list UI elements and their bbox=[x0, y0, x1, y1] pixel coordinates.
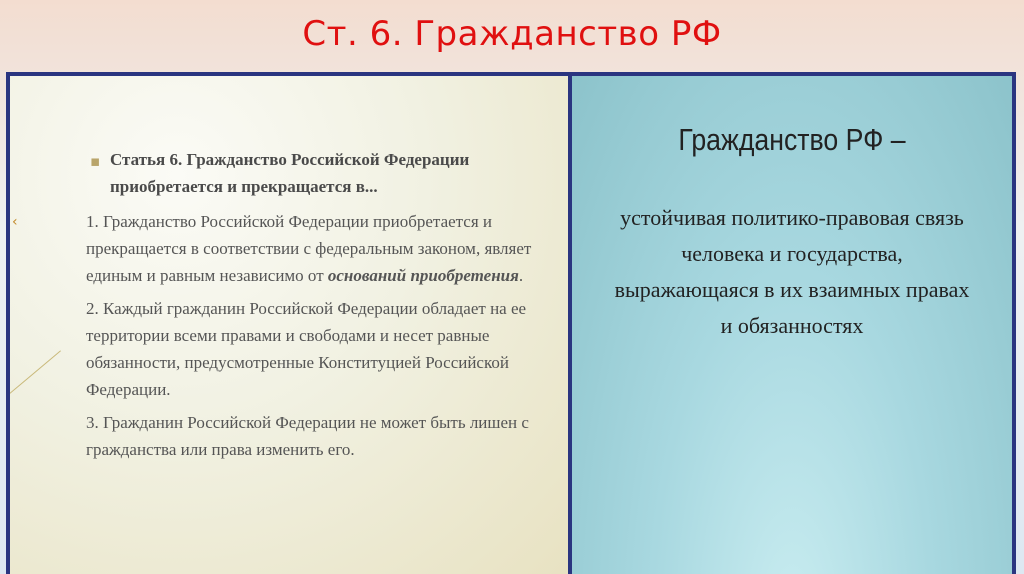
paragraph-3 bbox=[86, 409, 568, 463]
paragraph-2-line-2: территории всеми правами и свободами и несет равные bbox=[86, 326, 490, 345]
paragraph-2 bbox=[86, 295, 568, 403]
bullet-icon: ▪ bbox=[90, 152, 101, 170]
definition-line-1: устойчивая политико-правовая связь bbox=[620, 205, 964, 230]
decorative-line bbox=[10, 350, 61, 402]
definition-title: Гражданство РФ – bbox=[678, 122, 906, 157]
paragraph-2-line-1: 2. Каждый гражданин Российской Федерации обладает на ее bbox=[86, 299, 527, 318]
paragraph-3-line-2: гражданства или права изменить его. bbox=[86, 440, 355, 459]
paragraph-3-line-1: 3. Гражданин Российской Федерации не может быть лишен с bbox=[86, 413, 529, 432]
decorative-arrow-icon: ‹ bbox=[12, 214, 18, 230]
slide-title: Ст. 6. Гражданство РФ bbox=[302, 14, 722, 54]
paragraph-1-line-1: 1. Гражданство Российской Федерации приобретается и bbox=[86, 212, 493, 231]
article-heading: Статья 6. Гражданство Российской Федерации приобретается и прекращается в... bbox=[110, 150, 470, 196]
emphasis-text: оснований приобретения bbox=[327, 266, 519, 285]
right-panel bbox=[572, 76, 1012, 574]
paragraph-1-line-2: прекращается в соответствии с федеральным законом, являет bbox=[86, 239, 532, 258]
definition-line-2: человека и государства, bbox=[681, 241, 903, 266]
paragraph-2-line-3: обязанности, предусмотренные Конституцией Российской bbox=[86, 353, 509, 372]
paragraph-1-line-3-text: единым и равным независимо от bbox=[86, 266, 328, 285]
definition-line-3: выражающаяся в их взаимных правах bbox=[614, 277, 970, 302]
definition-line-4: и обязанностях bbox=[720, 313, 864, 338]
paragraph-2-line-4: Федерации. bbox=[86, 380, 171, 399]
article-heading-row bbox=[86, 146, 568, 200]
paragraph-1-line-3 bbox=[86, 262, 568, 289]
paragraph-1-line-3-end: . bbox=[518, 266, 524, 285]
paragraph-1 bbox=[86, 208, 568, 289]
article-text bbox=[86, 146, 568, 469]
left-panel bbox=[10, 76, 568, 574]
definition-text bbox=[572, 200, 1012, 344]
